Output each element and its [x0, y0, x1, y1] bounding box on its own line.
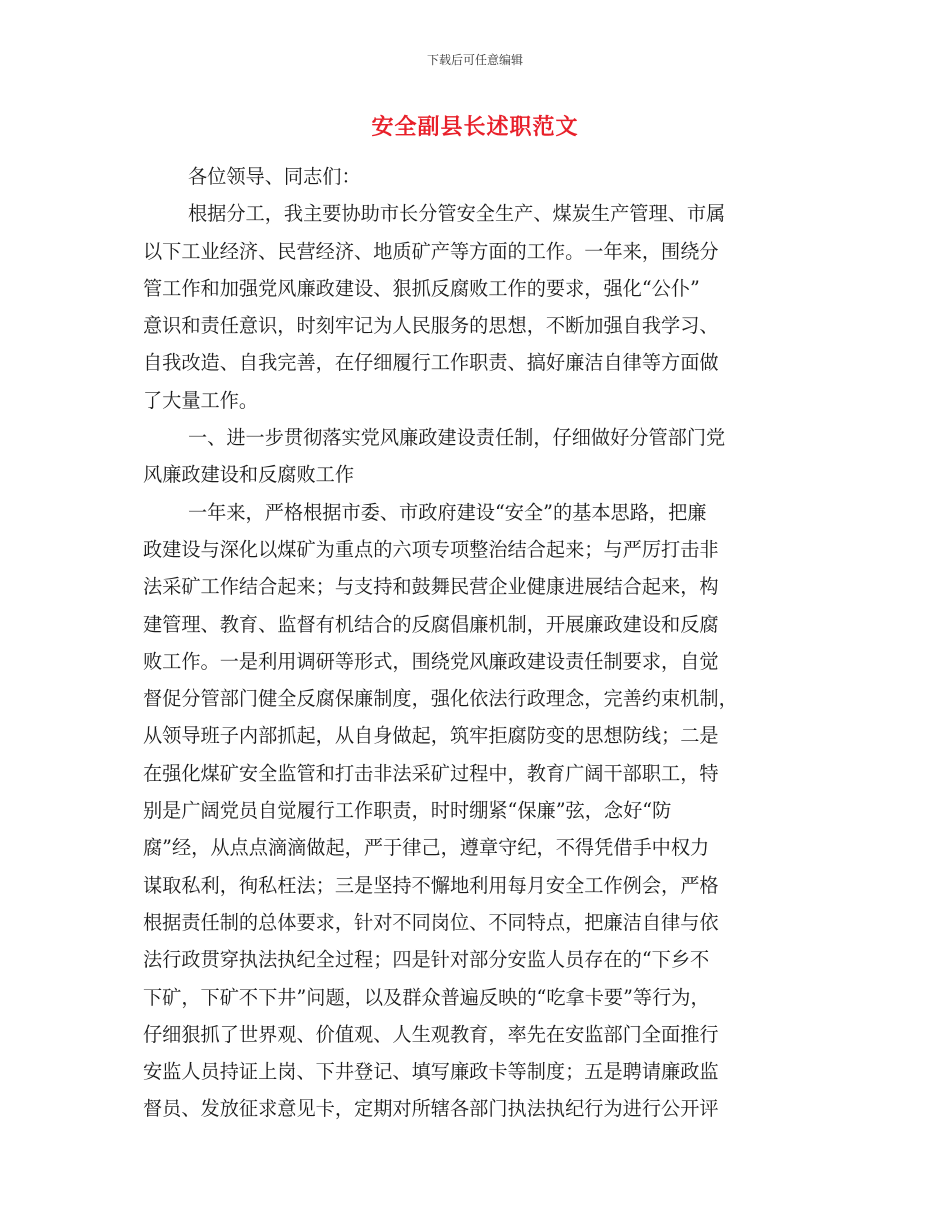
paragraph-line: 一年来，严格根据市委、市政府建设“安全”的基本思路，把廉	[188, 500, 707, 524]
paragraph-line: 意识和责任意识，时刻牢记为人民服务的思想，不断加强自我学习、	[143, 314, 719, 338]
paragraph-line: 了大量工作。	[143, 388, 259, 412]
paragraph-line: 督促分管部门健全反腐保廉制度，强化依法行政理念，完善约束机制，	[143, 687, 738, 711]
paragraph-line: 腐”经，从点点滴滴做起，严于律己，遵章守纪，不得凭借手中权力	[143, 836, 710, 860]
paragraph-line: 从领导班子内部抓起，从自身做起，筑牢拒腐防变的思想防线；二是	[143, 724, 719, 748]
paragraph-line: 别是广阔党员自觉履行工作职责，时时绷紧“保廉”弦，念好“防	[143, 799, 672, 823]
header-note: 下载后可任意编辑	[426, 53, 523, 67]
paragraph-line: 仔细狠抓了世界观、价值观、人生观教育，率先在安监部门全面推行	[143, 1022, 719, 1046]
paragraph-line: 自我改造、自我完善，在仔细履行工作职责、搞好廉洁自律等方面做	[143, 351, 719, 375]
paragraph-line: 政建设与深化以煤矿为重点的六项专项整治结合起来；与严厉打击非	[143, 537, 719, 561]
document-body	[143, 158, 803, 1128]
paragraph-line: 谋取私利，徇私枉法；三是坚持不懈地利用每月安全工作例会，严格	[143, 873, 719, 897]
paragraph-line: 根据分工，我主要协助市长分管安全生产、煤炭生产管理、市属	[188, 202, 726, 226]
paragraph-line: 下矿，下矿不下井”问题，以及群众普遍反映的“吃拿卡要”等行为，	[143, 985, 710, 1009]
paragraph-line: 建管理、教育、监督有机结合的反腐倡廉机制，开展廉政建设和反腐	[143, 612, 719, 636]
section-heading-line: 风廉政建设和反腐败工作	[143, 463, 355, 487]
document-title: 安全副县长述职范文	[371, 114, 579, 140]
paragraph-line: 在强化煤矿安全监管和打击非法采矿过程中，教育广阔干部职工，特	[143, 761, 719, 785]
paragraph-line: 安监人员持证上岗、下井登记、填写廉政卡等制度；五是聘请廉政监	[143, 1060, 719, 1084]
paragraph-line: 根据责任制的总体要求，针对不同岗位、不同特点，把廉洁自律与依	[143, 910, 719, 934]
paragraph-line: 败工作。一是利用调研等形式，围绕党风廉政建设责任制要求，自觉	[143, 649, 719, 673]
paragraph-line: 法采矿工作结合起来；与支持和鼓舞民营企业健康进展结合起来，构	[143, 575, 719, 599]
paragraph-line: 督员、发放征求意见卡，定期对所辖各部门执法执纪行为进行公开评	[143, 1097, 719, 1121]
paragraph-line: 以下工业经济、民营经济、地质矿产等方面的工作。一年来，围绕分	[143, 239, 719, 263]
section-heading-line: 一、进一步贯彻落实党风廉政建设责任制，仔细做好分管部门党	[188, 426, 726, 450]
paragraph-line: 管工作和加强党风廉政建设、狠抓反腐败工作的要求，强化“公仆”	[143, 276, 700, 300]
paragraph-line: 法行政贯穿执法执纪全过程；四是针对部分安监人员存在的“下乡不	[143, 948, 710, 972]
salutation-line: 各位领导、同志们：	[188, 165, 361, 188]
